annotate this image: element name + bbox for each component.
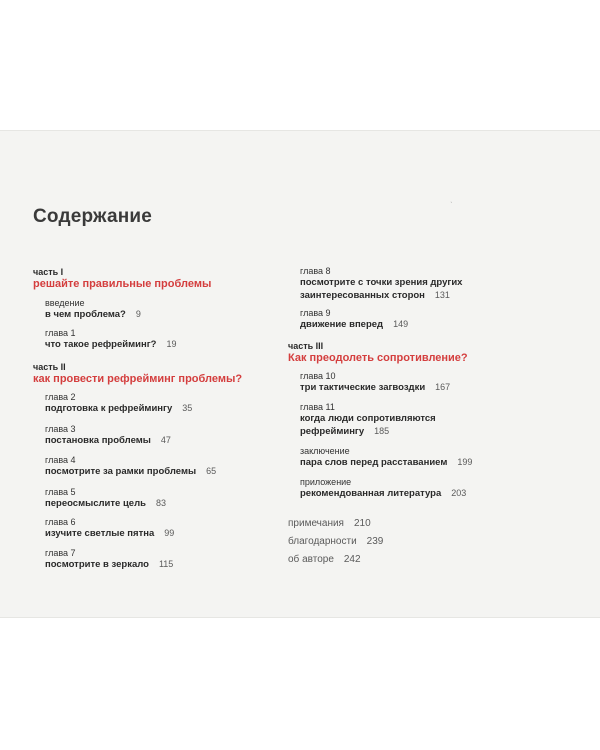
back-matter-notes: примечания 210 <box>288 518 371 529</box>
appendix-title: рекомендованная литература 203 <box>300 488 467 499</box>
page-number: 99 <box>164 528 175 538</box>
chapter-9-title: движение вперед 149 <box>300 319 409 330</box>
page-number: 47 <box>160 435 171 445</box>
part-2-title: как провести рефрейминг проблемы? <box>33 373 243 385</box>
page-number: 9 <box>135 309 141 319</box>
page-number: 115 <box>158 559 174 569</box>
page-number: 199 <box>457 457 473 467</box>
page-number: 239 <box>366 536 384 547</box>
page-number: 203 <box>451 488 467 498</box>
part-3-label: часть III <box>288 341 324 351</box>
page-number: 149 <box>393 319 409 329</box>
page-number: 210 <box>353 518 371 529</box>
chapter-6-label: глава 6 <box>45 517 76 527</box>
chapter-5-title: переосмыслите цель 83 <box>45 498 166 509</box>
intro-title: в чем проблема? 9 <box>45 309 141 320</box>
chapter-9-label: глава 9 <box>300 308 331 318</box>
chapter-10-title: три тактические загвоздки 167 <box>300 382 451 393</box>
chapter-11-title-line-2: рефреймингу 185 <box>300 426 390 437</box>
conclusion-label: заключение <box>300 446 350 456</box>
chapter-1-title: что такое рефрейминг? 19 <box>45 339 177 350</box>
appendix-label: приложение <box>300 477 352 487</box>
part-1-label: часть I <box>33 267 64 277</box>
page-title: Содержание <box>33 206 153 227</box>
page-number: 167 <box>435 382 451 392</box>
conclusion-title: пара слов перед расставанием 199 <box>300 457 473 468</box>
part-3-title: Как преодолеть сопротивление? <box>288 352 468 364</box>
chapter-8-label: глава 8 <box>300 266 331 276</box>
chapter-3-title: постановка проблемы 47 <box>45 435 171 446</box>
chapter-11-label: глава 11 <box>300 402 335 412</box>
page-number: 131 <box>434 290 450 300</box>
back-matter-about-author: об авторе 242 <box>288 554 361 565</box>
chapter-8-title-line-1: посмотрите с точки зрения других <box>300 277 463 288</box>
intro-label: введение <box>45 298 85 308</box>
page-number: 242 <box>343 554 361 565</box>
chapter-1-label: глава 1 <box>45 328 76 338</box>
page-number: 65 <box>206 466 217 476</box>
chapter-11-title-line-1: когда люди сопротивляются <box>300 413 436 424</box>
chapter-2-title: подготовка к рефреймингу 35 <box>45 403 193 414</box>
part-1-title: решайте правильные проблемы <box>33 278 212 290</box>
page-number: 19 <box>166 339 177 349</box>
chapter-8-title-line-2: заинтересованных сторон 131 <box>300 290 450 301</box>
page-number: 185 <box>374 426 390 436</box>
chapter-4-title: посмотрите за рамки проблемы 65 <box>45 466 217 477</box>
chapter-5-label: глава 5 <box>45 487 76 497</box>
chapter-7-label: глава 7 <box>45 548 76 558</box>
page-number: 35 <box>182 403 193 413</box>
chapter-3-label: глава 3 <box>45 424 76 434</box>
chapter-6-title: изучите светлые пятна 99 <box>45 528 175 539</box>
chapter-2-label: глава 2 <box>45 392 76 402</box>
chapter-10-label: глава 10 <box>300 371 336 381</box>
page-number: 83 <box>155 498 166 508</box>
chapter-7-title: посмотрите в зеркало 115 <box>45 559 174 570</box>
back-matter-acknowledgements: благодарности 239 <box>288 536 384 547</box>
page-mark: ˎ <box>450 193 453 203</box>
chapter-4-label: глава 4 <box>45 455 76 465</box>
part-2-label: часть II <box>33 362 66 372</box>
